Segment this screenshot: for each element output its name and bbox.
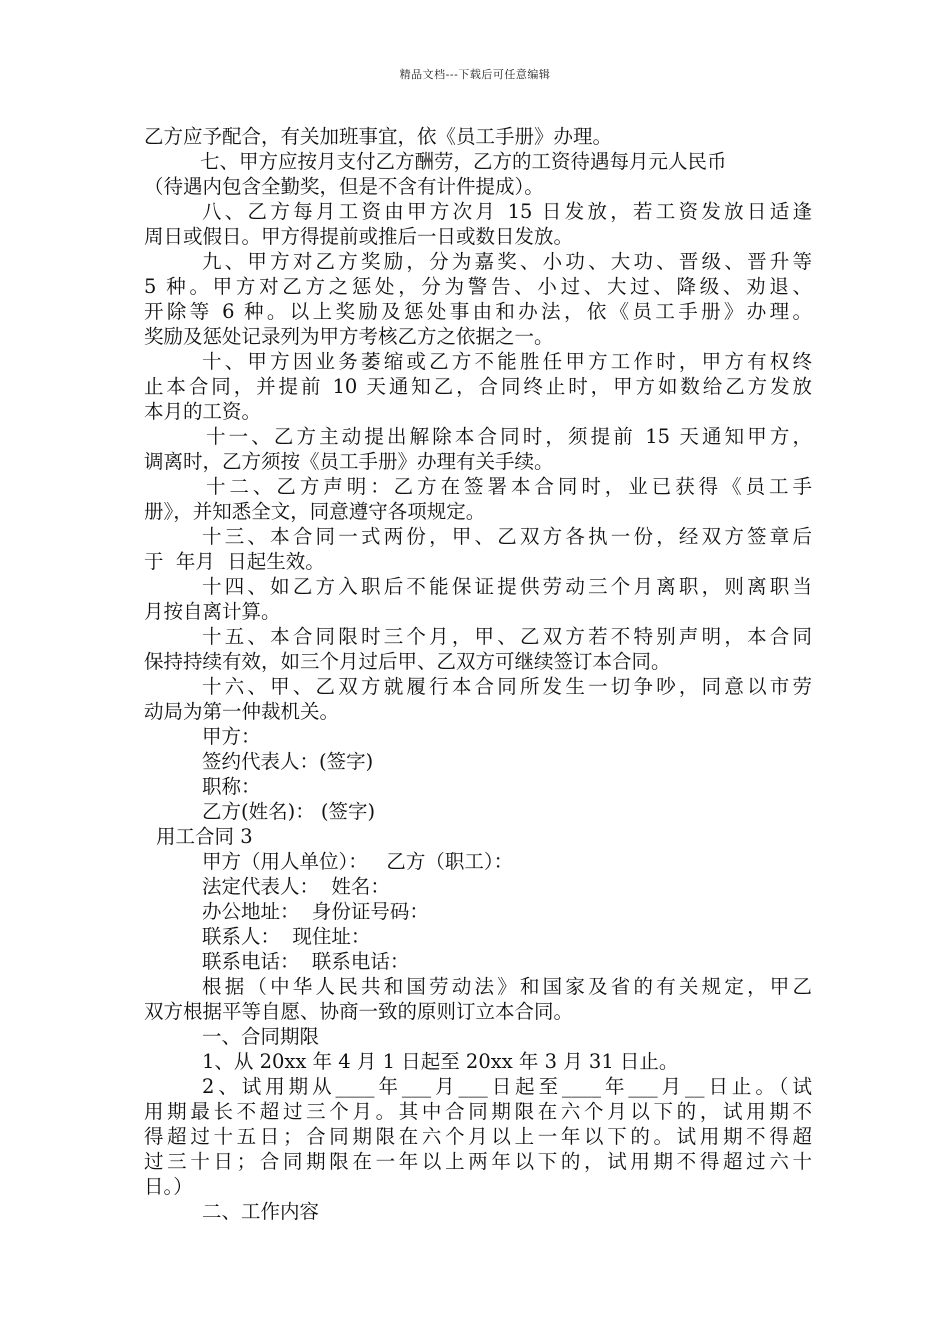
text-line: 根据（中华人民共和国劳动法》和国家及省的有关规定，甲乙 bbox=[202, 975, 812, 998]
text-line: 1、从 20xx 年 4 月 1 日起至 20xx 年 3 月 31 日止。 bbox=[202, 1050, 679, 1073]
document-body bbox=[144, 124, 812, 1224]
text-line: 十六、甲、乙双方就履行本合同所发生一切争吵，同意以市劳 bbox=[202, 675, 812, 698]
text-line: 八、乙方每月工资由甲方次月 15 日发放，若工资发放日适逢 bbox=[202, 200, 812, 223]
text-line: 2、试用期从____年___月___日起至____年___月__日止。（试 bbox=[202, 1075, 812, 1098]
text-line: 十一、乙方主动提出解除本合同时，须提前 15 天通知甲方， bbox=[206, 425, 812, 448]
text-line: 十二、乙方声明：乙方在签署本合同时，业已获得《员工手 bbox=[206, 475, 812, 498]
text-line: 乙方(姓名)： (签字) bbox=[202, 800, 376, 823]
text-line: 九、甲方对乙方奖励，分为嘉奖、小功、大功、晋级、晋升等 bbox=[202, 250, 812, 273]
text-line: 甲方： bbox=[202, 725, 261, 748]
text-line: 用期最长不超过三个月。其中合同期限在六个月以下的，试用期不 bbox=[144, 1100, 812, 1123]
text-line: 双方根据平等自愿、协商一致的原则订立本合同。 bbox=[144, 1000, 574, 1023]
text-line: 止本合同，并提前 10 天通知乙，合同终止时，甲方如数给乙方发放 bbox=[144, 375, 812, 398]
text-line: （待遇内包含全勤奖，但是不含有计件提成）。 bbox=[144, 175, 544, 198]
text-line: 签约代表人：(签字) bbox=[202, 750, 374, 773]
text-line: 保持持续有效，如三个月过后甲、乙双方可继续签订本合同。 bbox=[144, 650, 671, 673]
text-line: 日。） bbox=[144, 1175, 193, 1198]
text-line: 一、合同期限 bbox=[202, 1025, 320, 1048]
text-line: 十四、如乙方入职后不能保证提供劳动三个月离职，则离职当 bbox=[202, 575, 812, 598]
text-line: 用工合同 3 bbox=[156, 825, 253, 848]
text-line: 办公地址： 身份证号码： bbox=[202, 900, 429, 923]
text-line: 联系人： 现住址： bbox=[202, 925, 371, 948]
text-line: 册》，并知悉全文，同意遵守各项规定。 bbox=[144, 500, 486, 523]
text-line: 十五、本合同限时三个月，甲、乙双方若不特别声明，本合同 bbox=[202, 625, 812, 648]
text-line: 二、工作内容 bbox=[202, 1200, 320, 1223]
text-line: 法定代表人： 姓名： bbox=[202, 875, 390, 898]
text-line: 联系电话： 联系电话： bbox=[202, 950, 410, 973]
text-line: 月按自离计算。 bbox=[144, 600, 281, 623]
text-line: 于 年月 日起生效。 bbox=[144, 550, 325, 573]
text-line: 奖励及惩处记录列为甲方考核乙方之依据之一。 bbox=[144, 325, 554, 348]
text-line: 周日或假日。甲方得提前或推后一日或数日发放。 bbox=[144, 225, 574, 248]
text-line: 得超过十五日；合同期限在六个月以上一年以下的。试用期不得超 bbox=[144, 1125, 812, 1148]
text-line: 十、甲方因业务萎缩或乙方不能胜任甲方工作时，甲方有权终 bbox=[202, 350, 812, 373]
text-line: 过三十日；合同期限在一年以上两年以下的，试用期不得超过六十 bbox=[144, 1150, 812, 1173]
text-line: 调离时，乙方须按《员工手册》办理有关手续。 bbox=[144, 450, 554, 473]
text-line: 十三、本合同一式两份，甲、乙双方各执一份，经双方签章后 bbox=[202, 525, 812, 548]
page-header: 精品文档---下载后可任意编辑 bbox=[399, 68, 551, 81]
text-line: 动局为第一仲裁机关。 bbox=[144, 700, 340, 723]
text-line: 乙方应予配合，有关加班事宜，依《员工手册》办理。 bbox=[144, 125, 613, 148]
text-line: 甲方（用人单位）： 乙方（职工）： bbox=[202, 850, 514, 873]
text-line: 5 种。甲方对乙方之惩处，分为警告、小过、大过、降级、劝退、 bbox=[144, 275, 812, 298]
text-line: 本月的工资。 bbox=[144, 400, 262, 423]
text-line: 职称： bbox=[202, 775, 261, 798]
text-line: 七、甲方应按月支付乙方酬劳，乙方的工资待遇每月元人民币 bbox=[200, 150, 727, 173]
text-line: 开除等 6 种。以上奖励及惩处事由和办法，依《员工手册》办理。 bbox=[144, 300, 812, 323]
